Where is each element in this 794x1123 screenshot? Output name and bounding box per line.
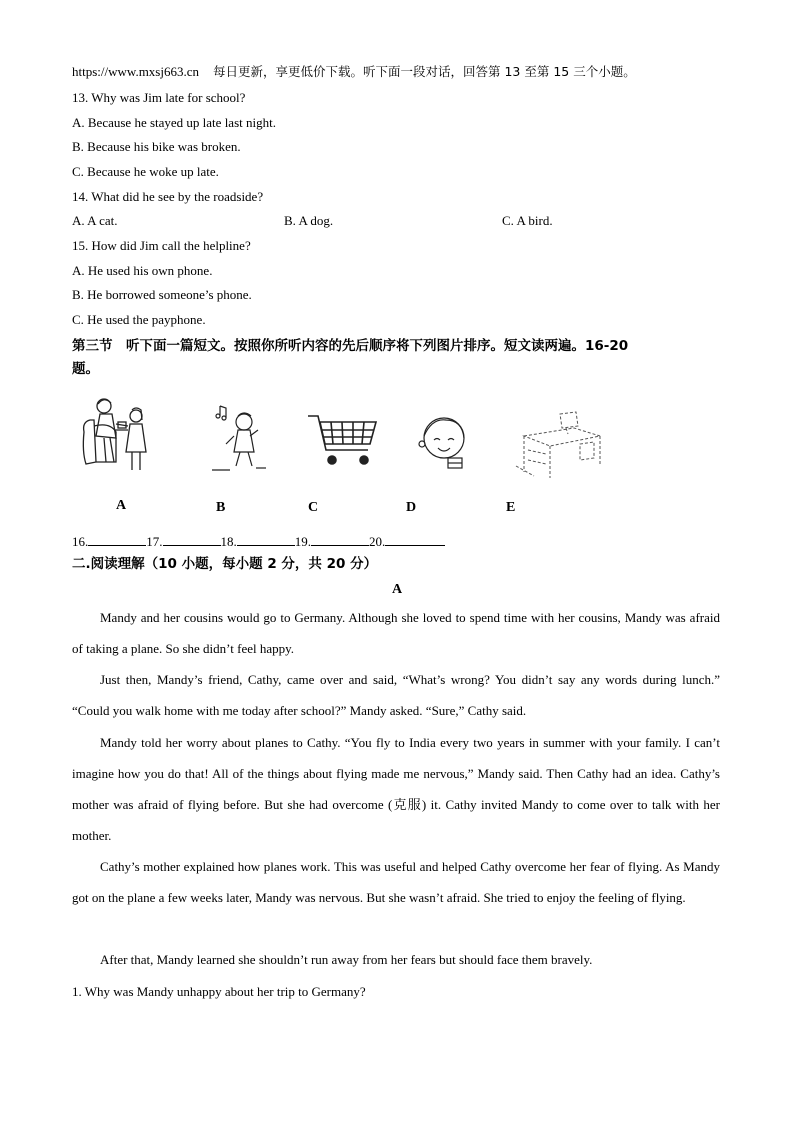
q13-option-c: C. Because he woke up late. [72, 164, 219, 179]
answer-blank-16[interactable] [88, 533, 146, 546]
picture-b-label: B [216, 500, 226, 515]
reading-question-1: 1. Why was Mandy unhappy about her trip to Germany? [72, 984, 366, 999]
passage-paragraph-3: Mandy told her worry about planes to Cathy. “You fly to India every two years in summer with your family. I can’t imagine how you do that! All of the things about flying made me nervous,” Mandy said. Then Cathy had an idea. Cathy’s mother was afraid of flying before. But she had overcome (克服) it. Cathy invited Mandy to come over to talk with her mother. [72, 735, 720, 843]
q14-option-b: B. A dog. [284, 213, 334, 228]
picture-d-smiling-girl [412, 410, 476, 476]
q13-option-a: A. Because he stayed up late last night. [72, 115, 276, 130]
passage-paragraph-2: Just then, Mandy’s friend, Cathy, came over and said, “What’s wrong? You didn’t say any words during lunch.” “Could you walk home with me today after school?” Mandy asked. “Sure,” Cathy said. [72, 672, 720, 718]
passage-paragraph-1: Mandy and her cousins would go to Germany. Although she loved to spend time with her cousins, Mandy was afraid of taking a plane. So she didn’t feel happy. [72, 610, 720, 656]
question-14: 14. What did he see by the roadside? [72, 189, 264, 204]
blank-label-16: 16. [72, 534, 89, 549]
blank-label-17: 17. [146, 534, 163, 549]
picture-c-shopping-cart [306, 412, 380, 470]
passage-paragraph-5: After that, Mandy learned she shouldn’t run away from her fears but should face them bravely. [100, 952, 593, 967]
answer-blank-19[interactable] [311, 533, 369, 546]
reading-heading: 二.阅读理解（10 小题，每小题 2 分，共 20 分） [72, 556, 378, 572]
q14-option-a: A. A cat. [72, 213, 118, 228]
picture-d-label: D [406, 500, 417, 515]
section3-title-cont: 题。 [72, 361, 99, 377]
header-notice: 每日更新，享更低价下载。听下面一段对话，回答第 13 至第 15 三个小题。 [213, 64, 636, 79]
q15-option-b: B. He borrowed someone’s phone. [72, 287, 252, 302]
q15-option-a: A. He used his own phone. [72, 263, 213, 278]
blank-label-19: 19. [294, 534, 311, 549]
blank-label-18: 18. [220, 534, 237, 549]
passage-label: A [391, 582, 403, 597]
q15-option-c: C. He used the payphone. [72, 312, 206, 327]
section3-title: 第三节 听下面一篇短文。按照你所听内容的先后顺序将下列图片排序。短文读两遍。16-20 [72, 338, 629, 354]
picture-e-label: E [506, 500, 516, 515]
question-13: 13. Why was Jim late for school? [72, 90, 246, 105]
picture-b-child-music [208, 400, 272, 476]
blank-label-20: 20. [369, 534, 386, 549]
q13-option-b: B. Because his bike was broken. [72, 139, 241, 154]
header-line [72, 64, 636, 80]
source-url[interactable]: https://www.mxsj663.cn [72, 64, 199, 79]
answer-blank-20[interactable] [385, 533, 445, 546]
q14-option-c: C. A bird. [502, 213, 553, 228]
picture-a-label: A [116, 498, 127, 513]
answer-blank-18[interactable] [237, 533, 295, 546]
picture-e-desk-room [514, 406, 608, 482]
picture-c-label: C [308, 500, 319, 515]
answer-blank-17[interactable] [163, 533, 221, 546]
passage-paragraph-4: Cathy’s mother explained how planes work. This was useful and helped Cathy overcome her fear of flying. As Mandy got on the plane a few weeks later, Mandy was nervous. But she wasn’t afraid. She tried to enjoy the feeling of flying. [72, 859, 720, 905]
picture-a-family [80, 392, 152, 476]
answer-blanks [72, 533, 445, 550]
question-15: 15. How did Jim call the helpline? [72, 238, 251, 253]
